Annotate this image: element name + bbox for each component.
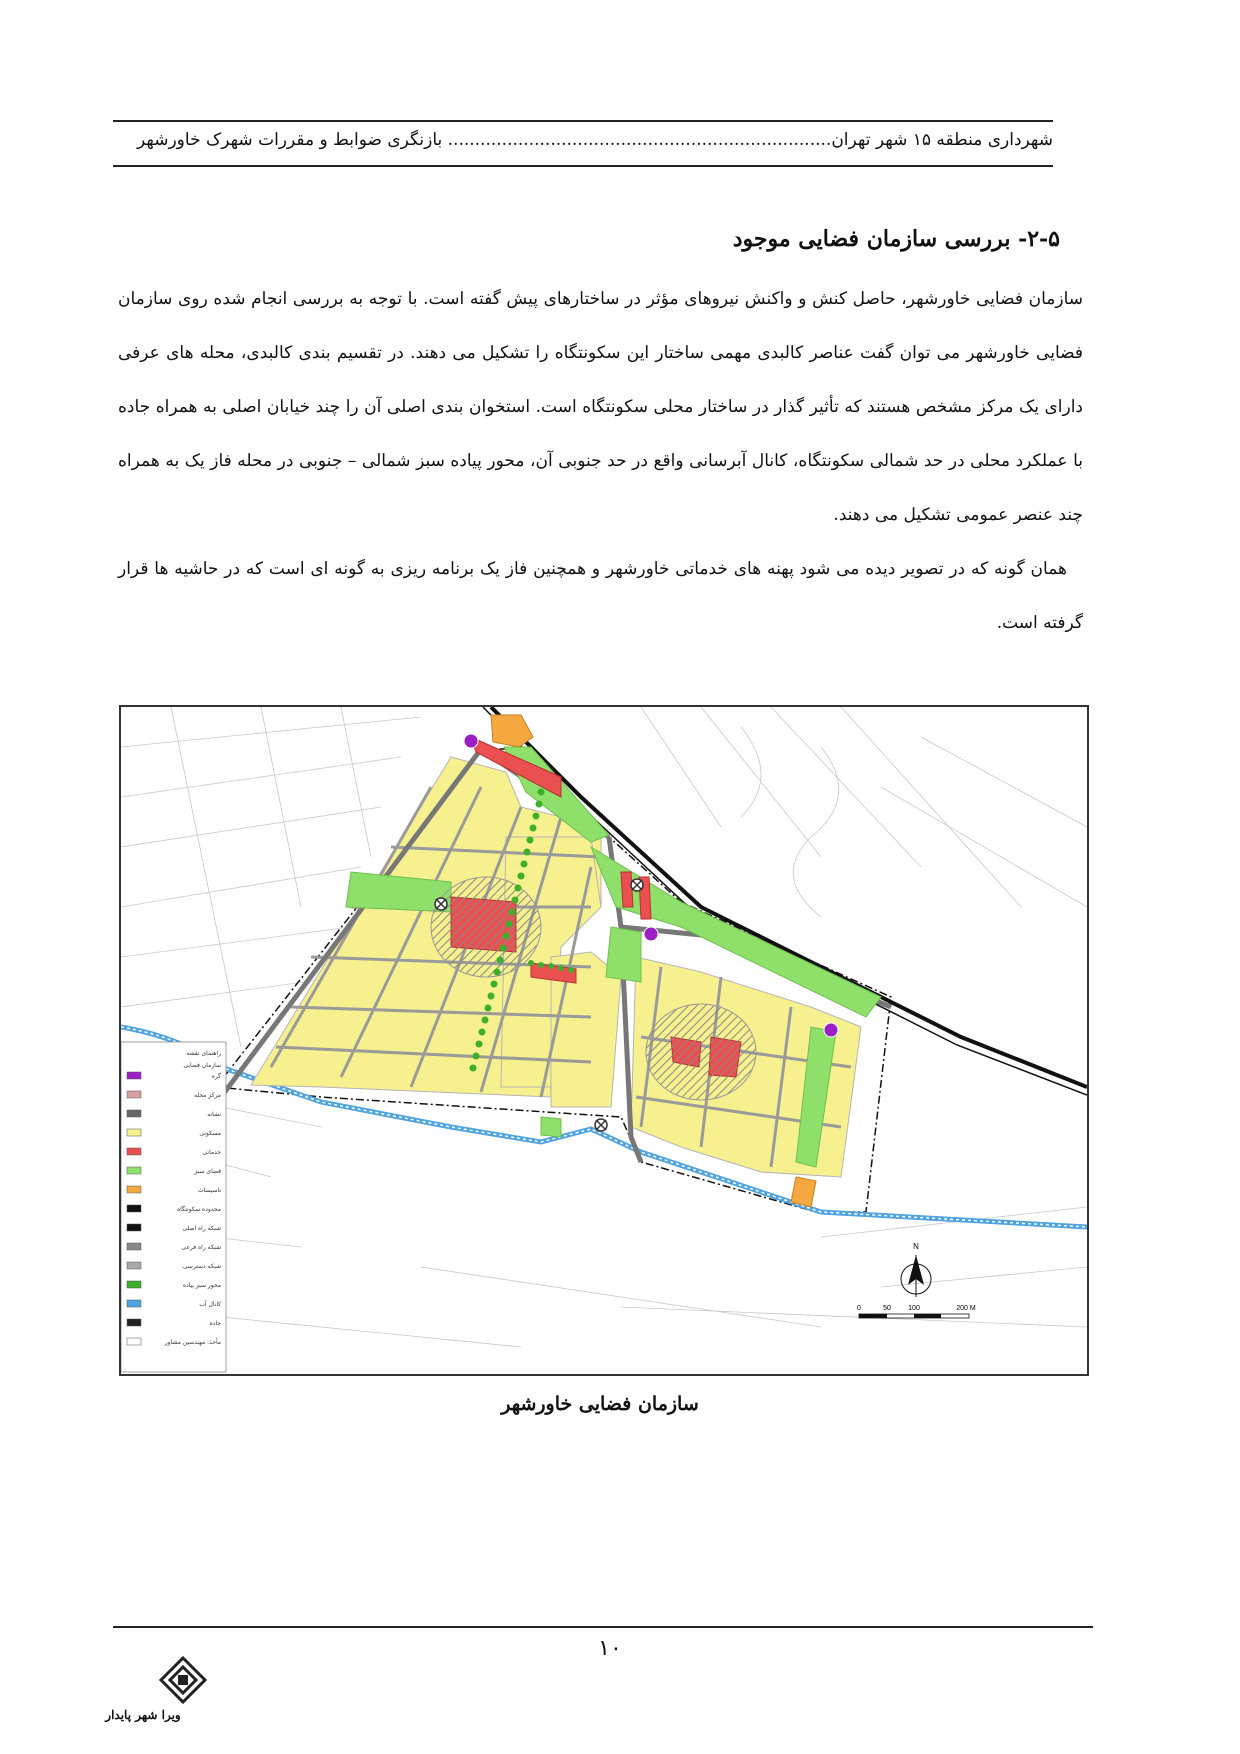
section-title: ۲-۵- بررسی سازمان فضایی موجود [732,226,1060,252]
legend-swatch [127,1262,141,1269]
body-text [118,272,1083,650]
legend-label: جاده [209,1320,221,1327]
legend-label: نشانه [207,1111,221,1118]
legend-label: گره [211,1073,221,1080]
legend-title: راهنمای نقشه [186,1050,221,1057]
company-logo-name: ویرا شهر پایدار [105,1708,181,1722]
running-header: شهرداری منطقه ۱۵ شهر تهران....................................................................... بازنگری ضوابط و مقررات شهرک خاورشهر [137,130,1053,150]
header-rule-bottom [113,165,1053,167]
legend-label: مسکونی [199,1130,221,1137]
legend-swatch [127,1300,141,1307]
legend-swatch [127,1148,141,1155]
legend-subtitle: سازمان فضایی [183,1062,221,1069]
paragraph-2: همان گونه که در تصویر دیده می شود پهنه های خدماتی خاورشهر و همچنین فاز یک برنامه ریزی به گونه ای است که در حاشیه ها قرار گرفته است. [118,559,1083,633]
legend-label: مأخذ: مهندسین مشاور [164,1339,221,1346]
spatial-organization-map [119,705,1089,1376]
legend-label: خدماتی [202,1149,221,1156]
header-rule-top [113,120,1053,122]
company-logo-icon [88,1655,228,1745]
map-legend [121,1042,226,1372]
legend-swatch [127,1072,141,1079]
legend-swatch [127,1091,141,1098]
north-arrow-icon [901,1242,931,1297]
legend-swatch [127,1224,141,1231]
page-number: ۱۰ [598,1636,622,1661]
legend-swatch [127,1129,141,1136]
scale-label-200: 200 M [956,1305,976,1312]
legend-swatch [127,1338,141,1345]
paragraph-1: سازمان فضایی خاورشهر، حاصل کنش و واکنش نیروهای مؤثر در ساختارهای پیش گفته است. با توجه به بررسی انجام شده روی سازمان فضایی خاورشهر می توان گفت عناصر کالبدی مهمی ساختار این سکونتگاه را تشکیل می دهند. در تقسیم بندی کالبدی، محله های عرفی دارای یک مرکز مشخص هستند که تأثیر گذار در ساختار محلی سکونتگاه است. استخوان بندی اصلی آن را چند خیابان اصلی به همراه جاده با عملکرد محلی در حد شمالی سکونتگاه، کانال آبرسانی واقع در حد جنوبی آن، محور پیاده سبز شمالی – جنوبی در محله فاز یک به همراه چند عنصر عمومی تشکیل می دهند. [118,289,1083,525]
scale-bar [857,1305,976,1318]
scale-label-100: 100 [908,1305,920,1312]
legend-swatch [127,1243,141,1250]
legend-swatch [127,1205,141,1212]
map-caption: سازمان فضایی خاورشهر [501,1393,699,1415]
legend-label: محدوده سکونتگاه [176,1206,221,1213]
legend-label: تاسیسات [197,1187,221,1194]
scale-label-0: 0 [857,1305,861,1312]
legend-swatch [127,1281,141,1288]
legend-swatch [127,1186,141,1193]
legend-swatch [127,1319,141,1326]
legend-label: کانال آب [199,1301,221,1308]
legend-label: فضای سبز [194,1168,221,1175]
legend-label: شبکه دسترسی [182,1263,221,1270]
scale-label-50: 50 [883,1305,891,1312]
north-label: N [913,1242,919,1251]
legend-label: محور سبز پیاده [182,1282,221,1289]
legend-swatch [127,1167,141,1174]
legend-label: شبکه راه فرعی [181,1244,221,1251]
legend-label: مرکز محله [194,1092,221,1099]
legend-swatch [127,1110,141,1117]
footer-rule [113,1626,1093,1628]
legend-label: شبکه راه اصلی [182,1225,221,1232]
